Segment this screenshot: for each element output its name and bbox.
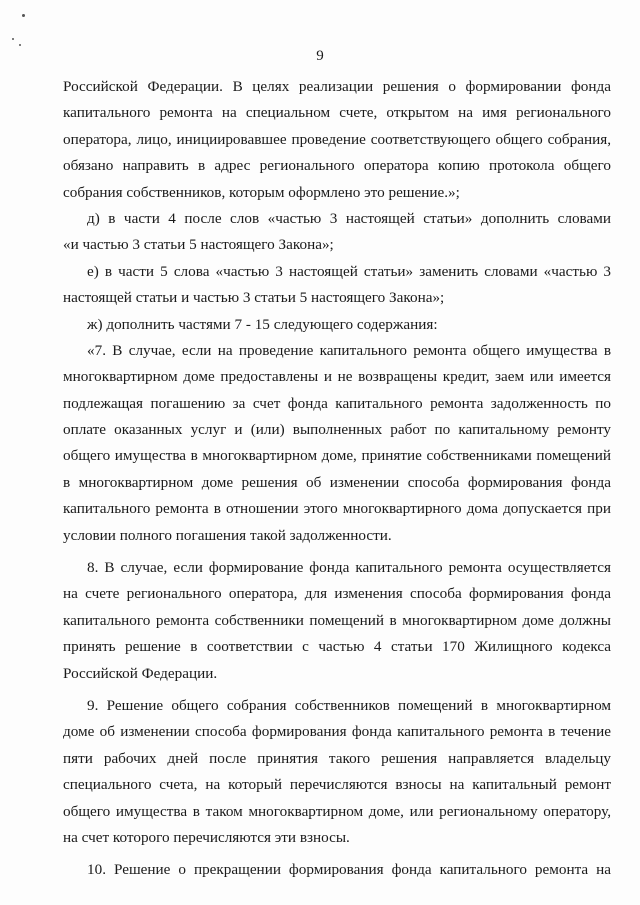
text-line: д) в части 4 после слов «частью 3 настоящей статьи» дополнить словами	[87, 209, 611, 227]
text-line: оператора, лицо, инициировавшее проведение соответствующего общего собрания,	[63, 130, 611, 148]
text-line: условии полного погашения такой задолженности.	[63, 526, 392, 544]
text-line: доме об изменении способа формирования фонда капитального ремонта в течение	[63, 723, 611, 741]
text-line: на счет которого перечисляются эти взносы.	[63, 828, 350, 846]
text-line: Российской Федерации. В целях реализации решения о формировании фонда	[63, 78, 611, 95]
text-line: 9. Решение общего собрания собственников помещений в многоквартирном	[87, 696, 611, 714]
text-line: капитального ремонта в отношении этого многоквартирного дома допускается при	[63, 500, 611, 518]
text-line: общего имущества в таком многоквартирном доме, или региональному оператору,	[63, 802, 611, 820]
text-line: пяти рабочих дней после принятия такого решения направляется владельцу	[63, 749, 611, 767]
text-line: оплате оказанных услуг и (или) выполненных работ по капитальному ремонту	[63, 421, 611, 439]
text-line: «7. В случае, если на проведение капитального ремонта общего имущества в	[87, 341, 611, 359]
text-line: собрания собственников, которым оформлено это решение.»;	[63, 183, 460, 201]
text-line: в многоквартирном доме решения об изменении способа формирования фонда	[63, 473, 611, 491]
text-line: 8. В случае, если формирование фонда капитального ремонта осуществляется	[87, 559, 611, 577]
text-line: на счете регионального оператора, для изменения способа формирования фонда	[63, 585, 611, 603]
text-line: общего имущества в многоквартирном доме, принятие собственниками помещений	[63, 447, 611, 465]
text-line: капитального ремонта на специальном счете, открытом на имя регионального	[63, 104, 611, 122]
text-line: Российской Федерации.	[63, 664, 218, 682]
text-line: 10. Решение о прекращении формирования фонда капитального ремонта на	[87, 861, 611, 879]
text-line: ж) дополнить частями 7 - 15 следующего содержания:	[87, 315, 438, 333]
page-number: 9	[316, 48, 324, 64]
scan-speck	[12, 38, 14, 40]
document-body	[63, 74, 611, 884]
scan-speck	[22, 14, 25, 17]
text-line: специального счета, на который перечисляются взносы на капитальный ремонт	[63, 776, 611, 794]
text-line: «и частью 3 статьи 5 настоящего Закона»;	[63, 236, 334, 254]
text-line: капитального ремонта собственники помещений в многоквартирном доме должны	[63, 611, 611, 629]
text-line: обязано направить в адрес регионального оператора копию протокола общего	[63, 157, 611, 175]
text-line: е) в части 5 слова «частью 3 настоящей статьи» заменить словами «частью 3	[87, 262, 611, 280]
text-line: принять решение в соответствии с частью 4 статьи 170 Жилищного кодекса	[63, 638, 611, 656]
text-line: настоящей статьи и частью 3 статьи 5 настоящего Закона»;	[63, 289, 445, 307]
scan-speck	[19, 44, 21, 46]
text-line: многоквартирном доме предоставлены и не возвращены кредит, заем или имеется	[63, 368, 611, 386]
text-line: подлежащая погашению за счет фонда капитального ремонта задолженность по	[63, 394, 611, 412]
